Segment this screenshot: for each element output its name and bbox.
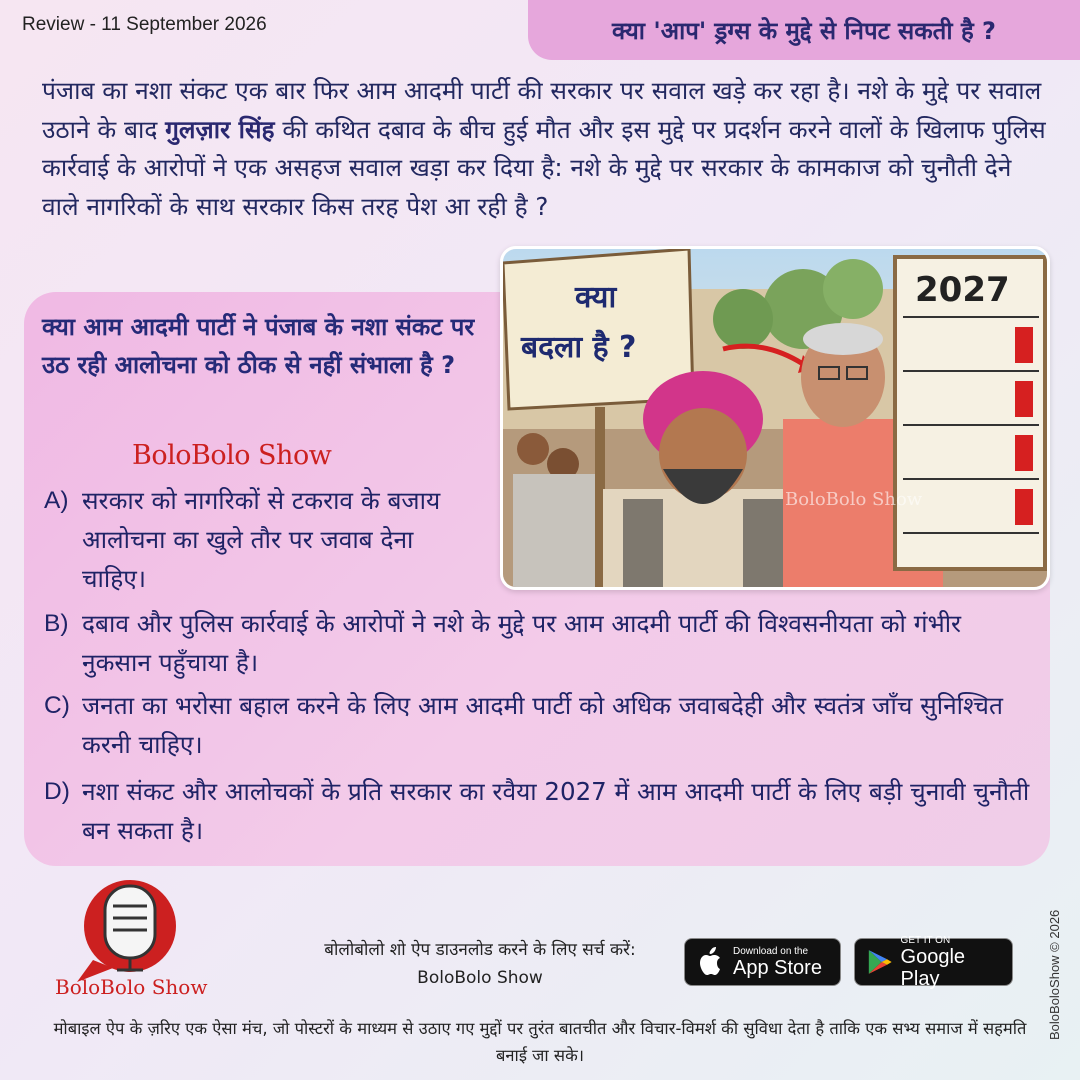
download-line2: BoloBolo Show [417,968,543,988]
option-b[interactable] [44,604,964,682]
option-text: दबाव और पुलिस कार्रवाई के आरोपों ने नशे के मुद्दे पर आम आदमी पार्टी की विश्वसनीयता को गंभीर नुकसान पहुँचाया है। [82,609,962,677]
option-key: A) [44,487,69,514]
download-line1: बोलोबोलो शो ऐप डाउनलोड करने के लिए सर्च करें: [324,940,636,960]
option-a[interactable] [44,481,484,598]
option-key: C) [44,692,70,719]
brand-watermark-text: BoloBolo Show [132,440,332,471]
header-title: क्या 'आप' ड्रग्स के मुद्दे से निपट सकती है ? [612,16,996,45]
question-title: क्या आम आदमी पार्टी ने पंजाब के नशा संकट पर उठ रही आलोचना को ठीक से नहीं संभाला है ? [42,313,475,379]
apple-icon [697,947,725,977]
option-key: B) [44,610,69,637]
footer-description: मोबाइल ऐप के ज़रिए एक ऐसा मंच, जो पोस्टरों के माध्यम से उठाए गए मुद्दों पर तुरंत बातचीत और विचार-विमर्श की सुविधा देता है ताकि एक सभ्य समाज में सहमति बनाई जा सके। [53,1019,1027,1065]
sign-text-line1: क्या [575,280,617,315]
intro-text-part2: की कथित दबाव के बीच हुई मौत और इस मुद्दे पर प्रदर्शन करने वालों के खिलाफ पुलिस कार्रवाई के आरोपों ने एक असहज सवाल खड़ा कर दिया है: नशे के मुद्दे पर सरकार के कामकाज को चुनौती देने वाले नागरिकों के साथ सरकार किस तरह पेश आ रही है ? [42,114,1046,221]
download-cta [290,936,670,992]
intro-highlight-name: गुलज़ार सिंह [165,114,275,144]
option-text: जनता का भरोसा बहाल करने के लिए आम आदमी पार्टी को अधिक जवाबदेही और स्वतंत्र जाँच सुनिश्चित करनी चाहिए। [82,691,1003,759]
app-store-small: Download on the [733,945,809,957]
option-c[interactable] [44,686,1004,764]
intro-text-part1: पंजाब का नशा संकट एक बार फिर आम आदमी पार्टी की सरकार पर सवाल खड़े कर रहा है। नशे के मुद्दे पर सवाल उठाने के बाद [42,76,1042,144]
footer-logo-text: BoloBolo Show [55,975,208,999]
review-date: Review - 11 September 2026 [22,14,267,35]
sign-text-line2: बदला है ? [521,330,637,365]
google-play-small: GET IT ON [900,934,951,946]
image-watermark: BoloBolo Show [785,489,923,510]
option-text: नशा संकट और आलोचकों के प्रति सरकार का रवैया 2027 में आम आदमी पार्टी के लिए बड़ी चुनावी चुनौती बन सकता है। [82,777,1030,845]
header-title-banner [528,0,1080,60]
illustration-image [500,246,1050,590]
google-play-icon [867,947,893,977]
option-text: सरकार को नागरिकों से टकराव के बजाय आलोचना का खुले तौर पर जवाब देना चाहिए। [82,486,441,593]
google-play-label: Google Play [900,945,966,990]
app-store-label: App Store [733,956,822,979]
google-play-button[interactable] [854,934,1013,990]
illustration-svg [503,249,1047,587]
intro-paragraph [42,72,1052,226]
option-d[interactable] [44,772,1044,850]
option-key: D) [44,778,70,805]
side-copyright: BoloBoloShow © 2026 [1047,909,1062,1040]
app-store-button[interactable] [684,938,841,986]
board-year: 2027 [915,270,1010,310]
